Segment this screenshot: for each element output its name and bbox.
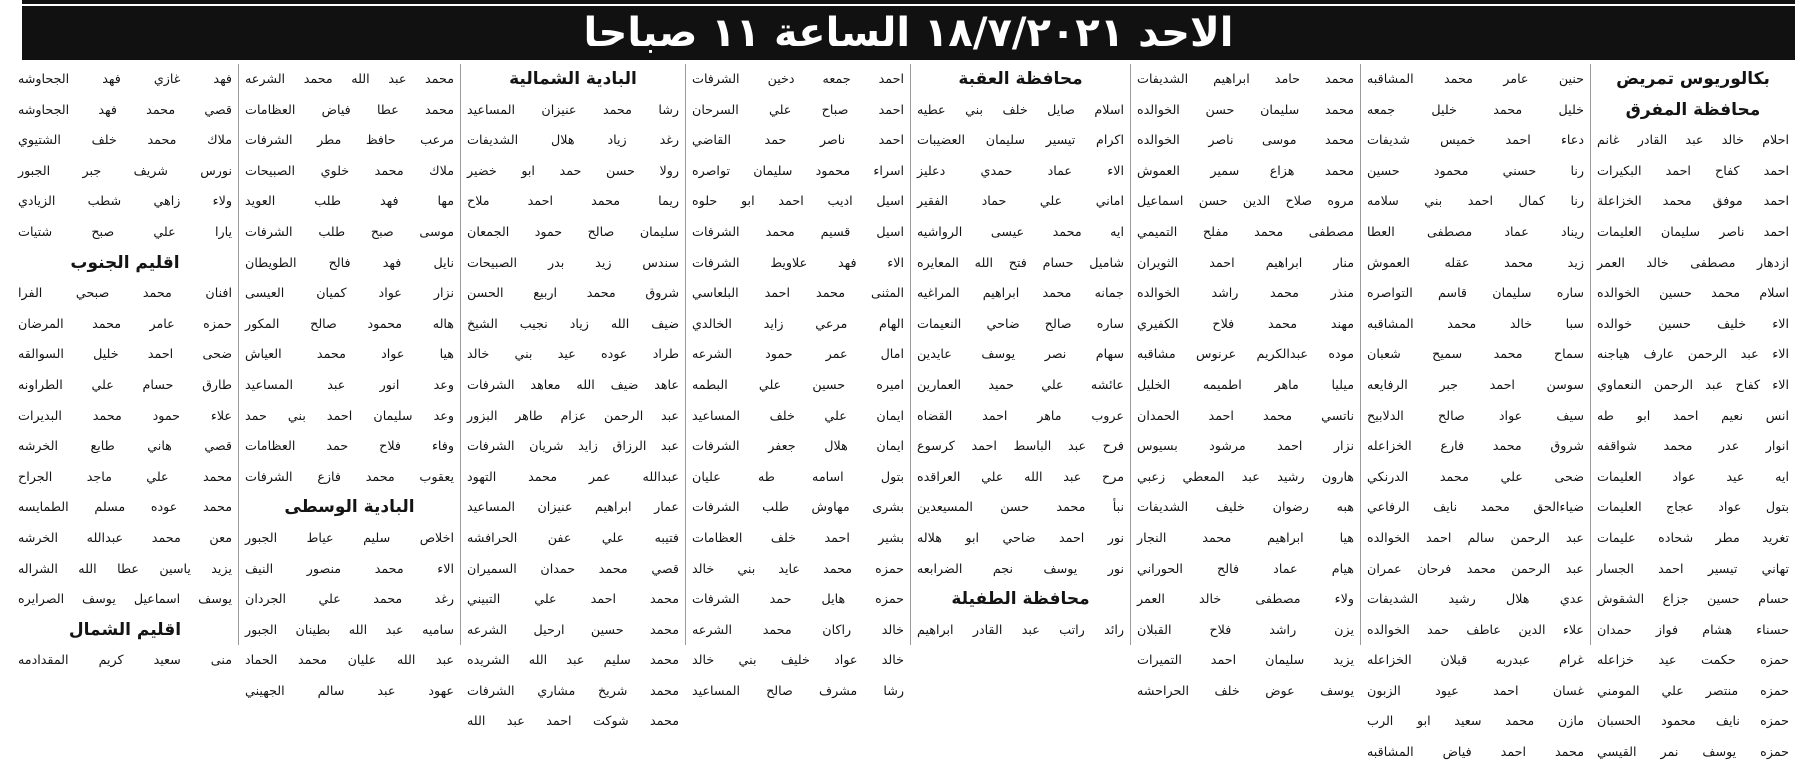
name-entry: يوسف عوض خلف الحراحشه bbox=[1137, 682, 1354, 698]
name-entry: محمد عوده مسلم الطمايسه bbox=[18, 499, 232, 515]
name-entry: نايل فهد فالح الطويطان bbox=[245, 254, 454, 270]
name-entry: علاء حمود محمد البديرات bbox=[18, 407, 232, 423]
name-entry: هاله محمود صالح المكور bbox=[245, 315, 454, 331]
name-entry: شاميل حسام فتح الله المعايره bbox=[917, 254, 1124, 270]
name-entry: نورس شريف جبر الجبور bbox=[18, 162, 232, 178]
column-5 bbox=[685, 64, 910, 698]
column-7 bbox=[238, 64, 460, 698]
name-entry: يزيد سليمان احمد التميرات bbox=[1137, 652, 1354, 668]
name-entry: محمد حامد ابراهيم الشديفات bbox=[1137, 71, 1354, 86]
name-entry: شروق محمد فارع الخزاعله bbox=[1367, 438, 1584, 454]
name-entry: مها فهد طلب العويد bbox=[245, 193, 454, 209]
name-entry: حمزه حكمت عيد خزاعله bbox=[1597, 652, 1789, 668]
name-entry: احمد صباح علي السرحان bbox=[692, 101, 904, 117]
name-entry: مصطفى محمد مفلح التميمي bbox=[1137, 223, 1354, 239]
name-entry: ضحى علي محمد الدرنكي bbox=[1367, 468, 1584, 484]
name-entry: رنا حسني محمود حسين bbox=[1367, 162, 1584, 178]
name-entry: هارون رشيد عبد المعطي زعبي bbox=[1137, 468, 1354, 484]
name-entry: سيف عواد صالح الدلابيح bbox=[1367, 407, 1584, 423]
name-entry: مرعب حافظ مطر الشرفات bbox=[245, 132, 454, 148]
name-entry: سهام نصر يوسف عايدين bbox=[917, 346, 1124, 362]
name-entry: حمزه يوسف نمر القيسي bbox=[1597, 744, 1789, 760]
name-entry: يزن راشد فلاح القبلان bbox=[1137, 621, 1354, 637]
name-entry: عاهد ضيف الله معاهد الشرفات bbox=[467, 376, 679, 392]
name-entry: خليل محمد خليل جمعه bbox=[1367, 101, 1584, 117]
name-entry: ايه عيد عواد العليمات bbox=[1597, 468, 1789, 484]
name-entry: محمد سليم عبد الله الشريده bbox=[467, 652, 679, 668]
name-entry: رنا كمال احمد بني سلامه bbox=[1367, 193, 1584, 209]
column-6 bbox=[460, 64, 685, 729]
name-entry: الاء عماد حمدي دعليز bbox=[917, 162, 1124, 178]
name-entry: قصي محمد حمدان السميران bbox=[467, 560, 679, 576]
name-entry: احمد ناصر حمد القاضي bbox=[692, 132, 904, 148]
section-heading: البادية الوسطى bbox=[284, 497, 415, 518]
name-entry: علاء الدين عاطف حمد الخوالده bbox=[1367, 621, 1584, 637]
name-entry: ملاك محمد خلوي الصبيحات bbox=[245, 162, 454, 178]
name-entry: احمد كفاح احمد البكيرات bbox=[1597, 162, 1789, 178]
name-entry: سليمان صالح حمود الجمعان bbox=[467, 223, 679, 239]
section-heading: البادية الشمالية bbox=[509, 69, 637, 89]
name-entry: رائد راتب عبد القادر ابراهيم bbox=[917, 621, 1124, 637]
name-entry: عبد الرحمن محمد فرحان عمران bbox=[1367, 560, 1584, 576]
name-entry: اسلام محمد حسين الخوالده bbox=[1597, 285, 1789, 301]
name-entry: الهام مرعي زايد الخالدي bbox=[692, 315, 904, 331]
section-heading: بكالوريوس تمريض bbox=[1616, 69, 1770, 89]
name-entry: محمد شريخ مشاري الشرفات bbox=[467, 682, 679, 698]
name-entry: جمانه محمد ابراهيم المراغيه bbox=[917, 285, 1124, 301]
name-entry: عبد الرحمن سالم احمد الخوالده bbox=[1367, 529, 1584, 545]
name-entry: بتول عواد عجاج العليمات bbox=[1597, 499, 1789, 515]
name-entry: مروه صلاح الدين حسن اسماعيل bbox=[1137, 193, 1354, 209]
name-entry: يعقوب محمد فازع الشرفات bbox=[245, 468, 454, 484]
name-entry: ساره صالح ضاحي النعيمات bbox=[917, 315, 1124, 331]
column-4 bbox=[910, 64, 1130, 645]
name-entry: احمد موفق محمد الخزاعلة bbox=[1597, 193, 1789, 209]
name-entry: حمزه عامر محمد المرضان bbox=[18, 315, 232, 331]
name-entry: بتول اسامه طه عليان bbox=[692, 468, 904, 484]
name-entry: محمد سليمان حسن الخوالده bbox=[1137, 101, 1354, 117]
name-entry: سوسن احمد جبر الرفايعه bbox=[1367, 376, 1584, 392]
name-entry: تغريد مطر شحاده عليمات bbox=[1597, 529, 1789, 545]
name-entry: منار ابراهيم احمد الثويران bbox=[1137, 254, 1354, 270]
name-entry: اخلاص سليم عياط الجبور bbox=[245, 529, 454, 545]
name-entry: زيد محمد عقله العموش bbox=[1367, 254, 1584, 270]
name-entry: قصي هاني طايع الخرشه bbox=[18, 438, 232, 454]
name-entry: يوسف اسماعيل يوسف الصرايره bbox=[18, 591, 232, 607]
name-entry: محمد شوكت احمد عبد الله bbox=[467, 713, 679, 729]
name-entry: المثنى محمد احمد البلعاسي bbox=[692, 285, 904, 301]
name-entry: وعد سليمان احمد بني حمد bbox=[245, 407, 454, 423]
name-entry: فرح عبد الباسط احمد كرسوع bbox=[917, 438, 1124, 454]
name-entry: وفاء فلاح حمد العظامات bbox=[245, 438, 454, 454]
name-entry: ضحى احمد خليل السوالقه bbox=[18, 346, 232, 362]
section-heading: اقليم الشمال bbox=[68, 619, 182, 640]
name-entry: الاء محمد منصور النيف bbox=[245, 560, 454, 576]
name-entry: دعاء احمد خميس شديفات bbox=[1367, 132, 1584, 148]
name-entry: ميليا ماهر اطميمه الخليل bbox=[1137, 376, 1354, 392]
name-entry: اسيل قسيم محمد الشرفات bbox=[692, 223, 904, 239]
name-entry: خالد عواد خليف بني خالد bbox=[692, 652, 904, 668]
name-entry: سندس زيد بدر الصبيحات bbox=[467, 254, 679, 270]
name-entry: ايمان علي خلف المساعيد bbox=[692, 407, 904, 423]
name-entry: رشا محمد عنيزان المساعيد bbox=[467, 101, 679, 117]
name-entry: حمزه منتصر علي المومني bbox=[1597, 682, 1789, 698]
name-entry: ضيف الله زياد نجيب الشيخ bbox=[467, 315, 679, 331]
name-entry: ساره سليمان قاسم التواصره bbox=[1367, 285, 1584, 301]
name-entry: عبد الله عليان محمد الحماد bbox=[245, 652, 454, 668]
banner-title: الاحد ١٨/٧/٢٠٢١ الساعة ١١ صباحا bbox=[583, 10, 1234, 56]
name-entry: منى سعيد كريم المقدادمه bbox=[18, 652, 232, 668]
name-entry: يزيد ياسين عطا الله الشراله bbox=[18, 560, 232, 576]
name-entry: ساميه عبد الله بطينان الجبور bbox=[245, 621, 454, 637]
name-entry: عبد الرزاق زايد شريان الشرفات bbox=[467, 438, 679, 454]
name-entry: رولا حسن حمد ابو خضير bbox=[467, 162, 679, 178]
section-heading: محافظة الطفيلة bbox=[951, 589, 1090, 610]
name-entry: بشير احمد خلف العظامات bbox=[692, 529, 904, 545]
name-entry: رغد محمد علي الجردان bbox=[245, 591, 454, 607]
name-entry: اكرام تيسير سليمان العضيبات bbox=[917, 132, 1124, 148]
name-entry: عروب ماهر احمد القضاه bbox=[917, 407, 1124, 423]
name-entry: انس نعيم احمد ابو طه bbox=[1597, 407, 1789, 423]
name-entry: هيام عماد فالح الحوراني bbox=[1137, 560, 1354, 576]
name-entry: موده عبدالكريم عرنوس مشاقبه bbox=[1137, 346, 1354, 362]
name-entry: عدي هلال رشيد الشديفات bbox=[1367, 591, 1584, 607]
name-entry: موسى صبح طلب الشرفات bbox=[245, 223, 454, 239]
section-heading: محافظة المفرق bbox=[1625, 99, 1761, 120]
name-entry: ايمان هلال جعفر الشرفات bbox=[692, 438, 904, 454]
name-entry: اميره حسين علي البطمه bbox=[692, 376, 904, 392]
name-entry: احمد جمعه دخين الشرفات bbox=[692, 71, 904, 86]
name-entry: سماح محمد سميح شعبان bbox=[1367, 346, 1584, 362]
name-entry: نزار عواد كميان العيسى bbox=[245, 285, 454, 301]
name-entry: الاء كفاح عبد الرحمن النعماوي bbox=[1597, 376, 1789, 392]
name-entry: احلام خالد عبد القادر غانم bbox=[1597, 132, 1789, 148]
name-entry: هبه رضوان خليف الشديفات bbox=[1137, 499, 1354, 515]
name-entry: محمد احمد فياض المشاقبه bbox=[1367, 744, 1584, 760]
name-entry: محمد هزاع سمير العموش bbox=[1137, 162, 1354, 178]
name-entry: عمار ابراهيم عنيزان المساعيد bbox=[467, 499, 679, 515]
name-entry: ولاء زاهي شطب الزيادي bbox=[18, 193, 232, 209]
name-entry: اسراء محمود سليمان تواصره bbox=[692, 162, 904, 178]
name-entry: الاء فهد علاويط الشرفات bbox=[692, 254, 904, 270]
name-entry: اماني علي حماد الفقير bbox=[917, 193, 1124, 209]
name-entry: ايه محمد عيسى الرواشيه bbox=[917, 223, 1124, 239]
name-entry: مهند محمد فلاح الكفيري bbox=[1137, 315, 1354, 331]
date-banner bbox=[22, 6, 1795, 60]
name-entry: حسام حسين جزاع الشقوش bbox=[1597, 591, 1789, 607]
name-entry: فتيبه علي عفن الحرافشه bbox=[467, 529, 679, 545]
column-2 bbox=[1360, 64, 1590, 760]
name-entry: نور يوسف نجم الضرابعه bbox=[917, 560, 1124, 576]
name-entry: منذر محمد راشد الخوالده bbox=[1137, 285, 1354, 301]
name-entry: خالد راكان محمد الشرعه bbox=[692, 621, 904, 637]
name-entry: هيا ابراهيم محمد النجار bbox=[1137, 529, 1354, 545]
name-entry: انوار عدر محمد شواقفه bbox=[1597, 438, 1789, 454]
name-entry: مازن محمد سعيد ابو الرب bbox=[1367, 713, 1584, 729]
name-entry: الاء خليف حسين خوالده bbox=[1597, 315, 1789, 331]
name-entry: رشا مشرف صالح المساعيد bbox=[692, 682, 904, 698]
name-entry: اسيل اديب احمد ابو حلوه bbox=[692, 193, 904, 209]
column-3 bbox=[1130, 64, 1360, 698]
name-entry: محمد حسين ارحيل الشرعه bbox=[467, 621, 679, 637]
name-entry: ضياءالحق محمد نايف الرفاعي bbox=[1367, 499, 1584, 515]
name-entry: محمد عبد الله محمد الشرعه bbox=[245, 71, 454, 86]
name-entry: تهاني تيسير احمد الجسار bbox=[1597, 560, 1789, 576]
name-entry: سبا خالد محمد المشاقبه bbox=[1367, 315, 1584, 331]
name-entry: افنان محمد صبحي الفرا bbox=[18, 285, 232, 301]
name-entry: غرام عبدربه قبلان الخزاعله bbox=[1367, 652, 1584, 668]
name-entry: اسلام صايل خلف بني عطيه bbox=[917, 101, 1124, 117]
name-entry: حمزه هايل حمد الشرفات bbox=[692, 591, 904, 607]
name-entry: ريما محمد احمد ملاح bbox=[467, 193, 679, 209]
name-entry: احمد ناصر سليمان العليمات bbox=[1597, 223, 1789, 239]
name-entry: شروق محمد اربيع الحسن bbox=[467, 285, 679, 301]
name-entry: عهود عبد سالم الجهيني bbox=[245, 682, 454, 698]
name-entry: حنين عامر محمد المشاقبه bbox=[1367, 71, 1584, 86]
name-entry: فهد غازي فهد الجحاوشه bbox=[18, 71, 232, 86]
name-entry: وعد انور عبد المساعيد bbox=[245, 376, 454, 392]
name-entry: نور احمد ضاحي ابو هلاله bbox=[917, 529, 1124, 545]
name-entry: نبأ محمد حسن المسيعدين bbox=[917, 499, 1124, 515]
name-entry: مرح عبد الله علي العراقده bbox=[917, 468, 1124, 484]
name-entry: ازدهار مصطفى خالد العمر bbox=[1597, 254, 1789, 270]
name-entry: عبدالله عمر محمد التهود bbox=[467, 468, 679, 484]
name-entry: امال عمر حمود الشرعه bbox=[692, 346, 904, 362]
name-entry: محمد احمد علي التبيني bbox=[467, 591, 679, 607]
name-entry: رغد زياد هلال الشديفات bbox=[467, 132, 679, 148]
name-entry: ملاك محمد خلف الشتيوي bbox=[18, 132, 232, 148]
name-entry: قصي محمد فهد الجحاوشه bbox=[18, 101, 232, 117]
name-entry: ناتسي محمد احمد الحمدان bbox=[1137, 407, 1354, 423]
name-entry: عبد الرحمن عزام طاهر البزور bbox=[467, 407, 679, 423]
name-entry: غسان احمد عيود الزبون bbox=[1367, 682, 1584, 698]
name-entry: نزار احمد مرشود بسيوس bbox=[1137, 438, 1354, 454]
name-entry: الاء عبد الرحمن عارف هياجنه bbox=[1597, 346, 1789, 362]
section-heading: محافظة العقبة bbox=[958, 69, 1083, 89]
name-entry: معن محمد عبدالله الخرشه bbox=[18, 529, 232, 545]
section-heading: اقليم الجنوب bbox=[70, 252, 180, 273]
name-entry: محمد علي ماجد الجراح bbox=[18, 468, 232, 484]
name-entry: هيا عواد محمد العياش bbox=[245, 346, 454, 362]
column-8 bbox=[12, 64, 238, 668]
top-rule bbox=[22, 0, 1795, 4]
name-entry: ولاء مصطفى خالد العمر bbox=[1137, 591, 1354, 607]
name-entry: حمزه نايف محمود الحسبان bbox=[1597, 713, 1789, 729]
name-entry: بشرى مهاوش طلب الشرفات bbox=[692, 499, 904, 515]
name-entry: محمد موسى ناصر الخوالده bbox=[1137, 132, 1354, 148]
name-entry: حسناء هشام فواز حمدان bbox=[1597, 621, 1789, 637]
column-1 bbox=[1590, 64, 1795, 760]
name-entry: محمد عطا فياض العظامات bbox=[245, 101, 454, 117]
name-entry: طراد عوده عيد بني خالد bbox=[467, 346, 679, 362]
name-entry: يارا علي صبح شتيات bbox=[18, 223, 232, 239]
name-entry: طارق حسام علي الطراونه bbox=[18, 376, 232, 392]
name-entry: حمزه محمد عايد بني خالد bbox=[692, 560, 904, 576]
name-entry: عائشه علي حميد العمارين bbox=[917, 376, 1124, 392]
name-entry: ريناد عماد مصطفى العطا bbox=[1367, 223, 1584, 239]
